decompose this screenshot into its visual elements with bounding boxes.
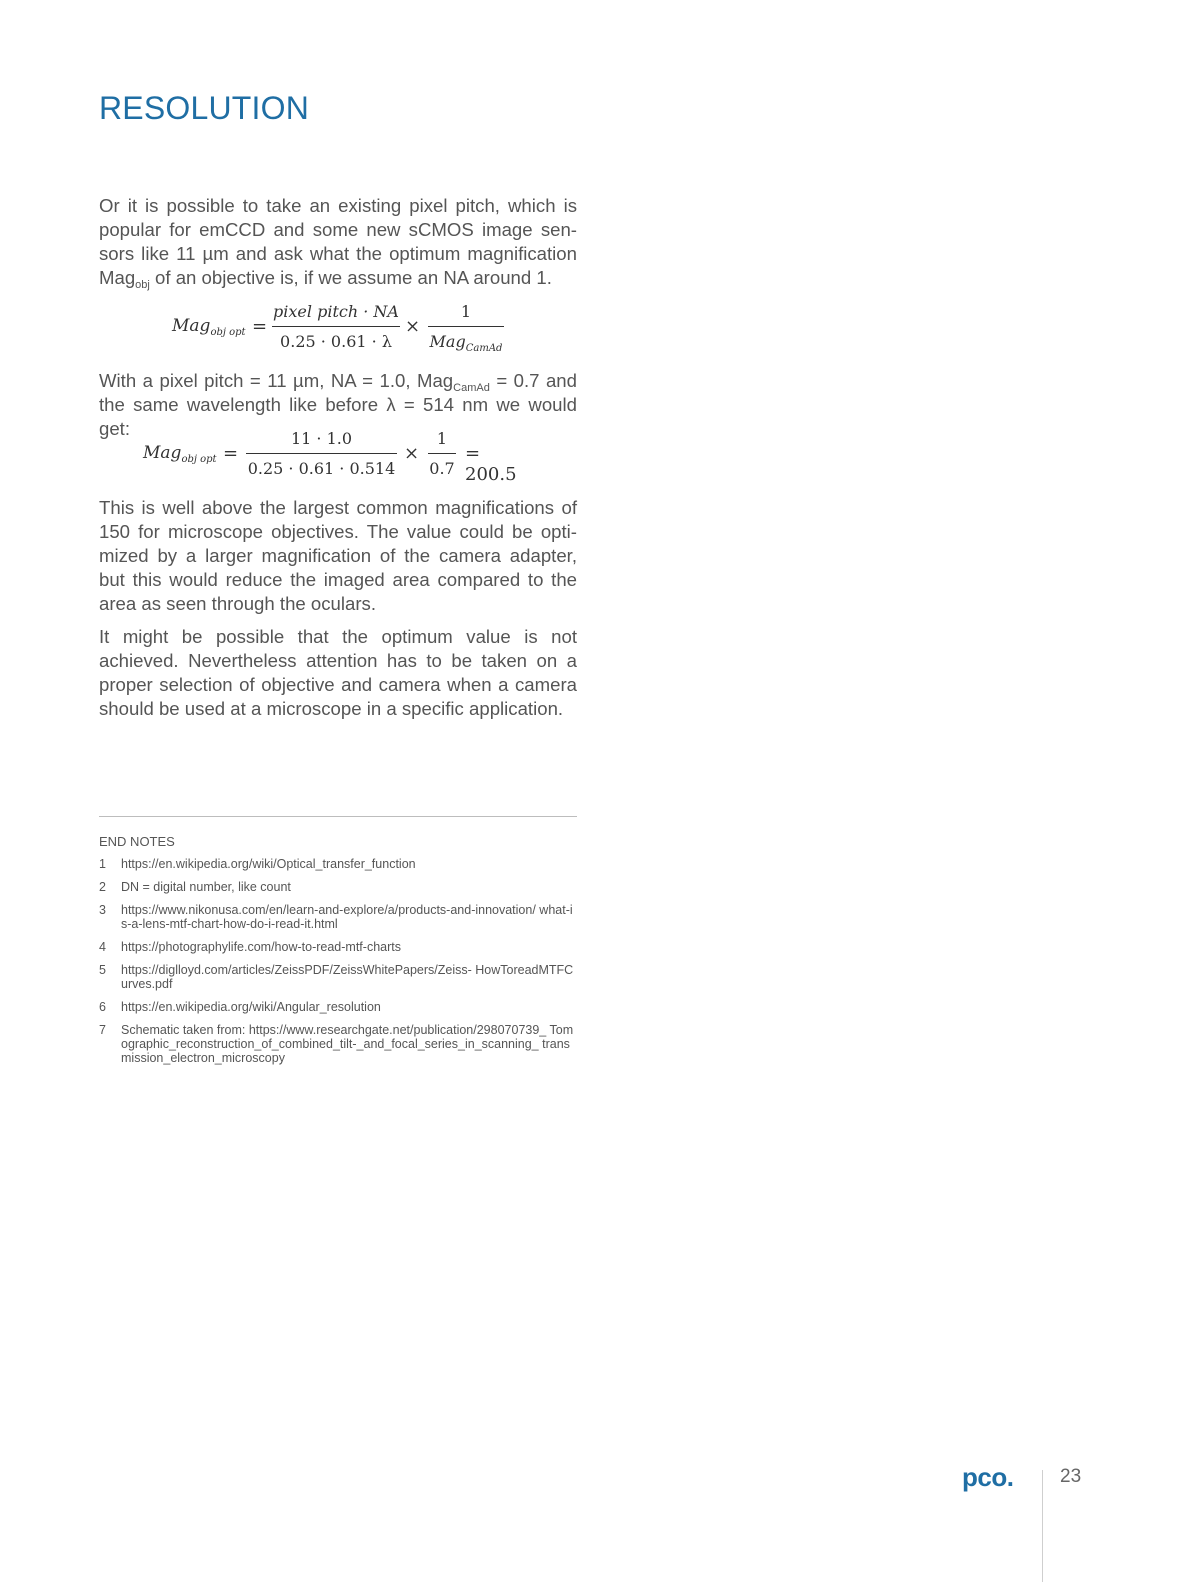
paragraph-3: This is well above the largest common magnifications of 150 for microscope objectives. The value could be optimized by a larger magnification of the camera adapter, but this would reduce the imaged area compared to the area as seen through the oculars. [99, 497, 577, 614]
equation-2-times: × [404, 443, 420, 464]
endnotes-list [99, 857, 577, 1074]
endnote-text[interactable]: https://diglloyd.com/articles/ZeissPDF/ZeissWhitePapers/Zeiss- HowToreadMTFCurves.pdf [121, 963, 574, 991]
endnote-text[interactable]: Schematic taken from: https://www.researchgate.net/publication/298070739_ Tomographic_reconstruction_of_combined_tilt-_and_focal_series_in_scanning_ transmission_electron_microscopy [121, 1023, 574, 1065]
paragraph-1-text: Or it is possible to take an existing pixel pitch, which is popular for emCCD and some new sCMOS image sensors like 11 µm and ask what the optimum magnification Mag [99, 195, 577, 288]
endnote-item [99, 963, 577, 991]
endnote-number: 1 [99, 857, 106, 871]
page-title: RESOLUTION [99, 90, 310, 126]
footer-divider [1042, 1470, 1043, 1582]
endnote-number: 4 [99, 940, 106, 954]
paragraph-2-text: With a pixel pitch = 11 µm, NA = 1.0, Mag [99, 370, 454, 391]
equation-2-fraction-2-denominator: 0.7 [429, 459, 455, 478]
endnote-item [99, 1023, 577, 1065]
fraction-bar [246, 453, 397, 454]
endnotes-title: END NOTES [99, 834, 175, 849]
equation-2-fraction-1 [246, 429, 397, 478]
endnote-item [99, 857, 577, 871]
equation-1-fraction-2-denominator: Mag$_{CamAd}$ [429, 332, 503, 354]
endnote-number: 7 [99, 1023, 106, 1037]
endnote-text: DN = digital number, like count [121, 880, 291, 894]
equation-1-lhs: Mag$_{obj opt}$ [172, 316, 246, 338]
endnote-item [99, 940, 577, 954]
endnote-number: 3 [99, 903, 106, 917]
endnote-number: 5 [99, 963, 106, 977]
equation-2-equals: = [223, 443, 239, 464]
equation-1-fraction-2 [428, 302, 504, 354]
endnote-number: 6 [99, 1000, 106, 1014]
endnote-text[interactable]: https://en.wikipedia.org/wiki/Optical_transfer_function [121, 857, 416, 871]
pco-logo: pco. [962, 1462, 1014, 1492]
endnote-item [99, 903, 577, 931]
paragraph-2-subscript: CamAd [453, 382, 490, 394]
paragraph-1 [99, 194, 577, 290]
equation-1-fraction-1-numerator: pixel pitch · NA [273, 302, 399, 321]
fraction-bar [272, 326, 400, 327]
endnote-text[interactable]: https://photographylife.com/how-to-read-mtf-charts [121, 940, 401, 954]
paragraph-1-tail: of an objective is, if we assume an NA around 1. [149, 267, 552, 288]
endnote-number: 2 [99, 880, 106, 894]
endnote-item [99, 1000, 577, 1014]
equation-2-lhs: Mag$_{obj opt}$ [143, 443, 217, 465]
endnote-item [99, 880, 577, 894]
paragraph-2-tail: = 0.7 and the same wavelength like before λ = 514 nm we would get: [99, 370, 577, 439]
equation-1-equals: = [252, 316, 268, 337]
equation-2-fraction-2 [428, 429, 456, 478]
page-number: 23 [1060, 1466, 1082, 1487]
paragraph-4: It might be possible that the optimum value is not achieved. Nevertheless attention has to be taken on a proper selection of objective and camera when a camera should be used at a microscope in a specific application. [99, 626, 577, 719]
equation-2-fraction-1-denominator: 0.25 · 0.61 · 0.514 [247, 459, 396, 478]
endnote-text[interactable]: https://www.nikonusa.com/en/learn-and-explore/a/products-and-innovation/ what-is-a-lens-mtf-chart-how-do-i-read-it.html [121, 903, 573, 931]
fraction-bar [428, 453, 456, 454]
fraction-bar [428, 326, 504, 327]
equation-1-fraction-1-denominator: 0.25 · 0.61 · λ [280, 332, 392, 351]
endnotes-divider [99, 816, 577, 817]
equation-1-fraction-1 [272, 302, 400, 351]
paragraph-1-subscript: obj [135, 279, 150, 291]
equation-2-fraction-2-numerator: 1 [436, 429, 448, 448]
equation-1-times: × [405, 316, 421, 337]
endnote-text[interactable]: https://en.wikipedia.org/wiki/Angular_resolution [121, 1000, 381, 1014]
equation-2-fraction-1-numerator: 11 · 1.0 [290, 429, 353, 448]
equation-2-result: = 200.5 [465, 443, 517, 485]
equation-1-fraction-2-numerator: 1 [460, 302, 472, 321]
